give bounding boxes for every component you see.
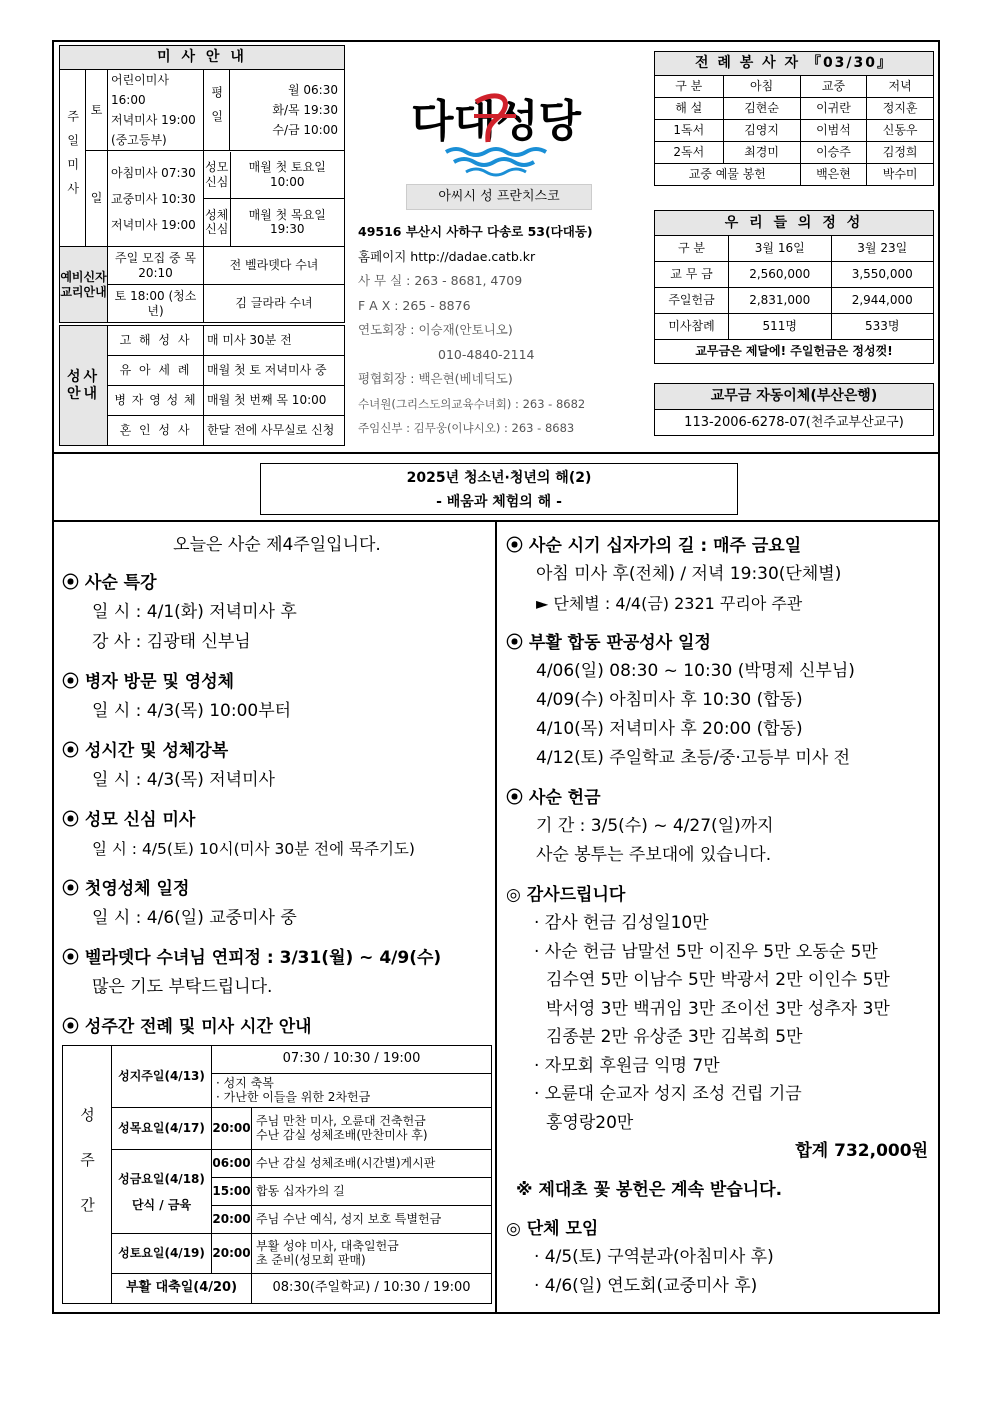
thanks-title: ◎ 감사드립니다: [506, 885, 626, 905]
parish-logo: [376, 82, 616, 178]
address: 49516 부산시 사하구 다송로 53(다대동): [358, 224, 593, 239]
autopay-table: [654, 383, 934, 436]
section-title: ⦿ 성시간 및 성체강복: [62, 741, 229, 761]
sacrament-time: 매월 첫 토 저녁미사 중: [204, 356, 345, 386]
easter-times: 08:30(주일학교) / 10:30 / 19:00: [252, 1274, 492, 1304]
thanks-line: · 자모회 후원금 익명 7만: [534, 1055, 720, 1076]
holy-thursday-label: 성목요일(4/17): [112, 1108, 212, 1150]
thanks-line: · 감사 헌금 김성일10만: [534, 913, 709, 933]
servers-cell: 1독서: [655, 120, 724, 142]
servers-cell: 김영지: [723, 120, 800, 142]
servers-cell: 신동우: [867, 120, 934, 142]
finance-cell: 2,560,000: [729, 262, 832, 288]
section-line: 일 시 : 4/6(일) 교중미사 중: [92, 908, 297, 928]
saturday-note: 초 준비(성모회 판매): [256, 1252, 366, 1267]
sacrament-time: 한달 전에 사무실로 신청: [204, 416, 345, 446]
section-line: 많은 기도 부탁드립니다.: [92, 977, 273, 997]
servers-cell: 김현순: [723, 98, 800, 120]
friday-event: 합동 십자가의 길: [252, 1178, 492, 1206]
finance-table: [654, 210, 934, 364]
friday-event: 수난 감실 성체조배(시간별)게시판: [252, 1150, 492, 1178]
thanks-line: 홍영랑20만: [546, 1112, 634, 1133]
servers-header: 저녁: [867, 76, 934, 98]
thanks-line: · 오륜대 순교자 성지 조성 건립 기금: [534, 1084, 802, 1104]
autopay-account: 113-2006-6278-07(천주교부산교구): [655, 410, 934, 436]
friday-event: 주님 수난 예식, 성지 보호 특별헌금: [252, 1206, 492, 1234]
finance-note: 교무금은 제달에! 주일헌금은 정성껏!: [655, 340, 934, 364]
sunday-label: 일: [86, 151, 108, 247]
office-phone: 사 무 실 : 263 - 8681, 4709: [358, 273, 523, 288]
weekday-time-1: 월 06:30: [288, 83, 338, 97]
mass-guide-table: [59, 45, 345, 323]
council-head: 평협회장 : 백은현(베네딕도): [358, 371, 513, 386]
federation-phone: 010-4840-2114: [438, 346, 535, 362]
marian-label: 성모 신심: [204, 152, 230, 199]
thanks-line: 김종분 2만 유상준 3만 김복희 5만: [546, 1027, 803, 1047]
sun-mass-1: 아침미사 07:30: [111, 165, 196, 180]
group-line: · 4/6(일) 연도회(교중미사 후): [534, 1275, 758, 1296]
weekday-label: 평일: [204, 70, 230, 151]
penance-line: 4/06(일) 08:30 ~ 10:30 (박명제 신부님): [536, 661, 855, 681]
stations-title: ⦿ 사순 시기 십자가의 길 : 매주 금요일: [506, 536, 802, 556]
banner-line-1: 2025년 청소년·청년의 해(2): [406, 470, 592, 486]
sat-mass-3: (중고등부): [111, 133, 167, 147]
servers-title: 전 례 봉 사 자 『03/30』: [655, 52, 934, 76]
holy-week-table: [62, 1045, 492, 1304]
left-column: [62, 532, 492, 1304]
sunday-mass-label: 주일미사: [60, 70, 86, 247]
autopay-title: 교무금 자동이체(부산은행): [655, 384, 934, 410]
saturday-time: 20:00: [212, 1234, 252, 1274]
section-line: 일 시 : 4/5(토) 10시(미사 30분 전에 묵주기도): [92, 840, 415, 858]
stations-line: 아침 미사 후(전체) / 저녁 19:30(단체별): [536, 564, 842, 584]
friday-time: 06:00: [212, 1150, 252, 1178]
finance-header: 3월 23일: [831, 236, 934, 262]
wave-icon: [446, 149, 546, 155]
group-line: · 4/5(토) 구역분과(아침미사 후): [534, 1247, 774, 1267]
finance-title: 우 리 들 의 정 성: [655, 211, 934, 236]
liturgy-servers-table: [654, 51, 934, 186]
column-divider: [495, 520, 497, 1314]
holy-week-side-label: 성주간: [63, 1046, 112, 1304]
catechumen-2-teacher: 김 글라라 수녀: [204, 285, 345, 323]
offering-1: 백은현: [800, 164, 867, 186]
good-friday-sub: 단식 / 금육: [131, 1197, 192, 1212]
section-title: ⦿ 사순 특강: [62, 573, 157, 593]
year-theme-banner: [260, 463, 738, 515]
catechumen-1-teacher: 전 벨라뎃다 수녀: [204, 247, 345, 285]
patron-saint: 아씨시 성 프란치스코: [406, 184, 592, 210]
sacraments-title: 성사 안내: [60, 326, 108, 446]
eucharist-label: 성체 신심: [204, 199, 230, 246]
penance-line: 4/12(토) 주일학교 초등/중·고등부 미사 전: [536, 748, 851, 768]
palm-note: · 성지 축복: [216, 1075, 274, 1090]
weekday-time-3: 수/금 10:00: [272, 123, 338, 137]
federation-head: 연도회장 : 이승재(안토니오): [358, 322, 513, 337]
servers-cell: 이귀란: [800, 98, 867, 120]
thursday-note: 수난 감실 성체조배(만찬미사 후): [256, 1127, 428, 1142]
offering-label: 교중 예물 봉헌: [655, 164, 801, 186]
finance-cell: 3,550,000: [831, 262, 934, 288]
lent-line: 기 간 : 3/5(수) ~ 4/27(일)까지: [536, 816, 774, 836]
section-line: 강 사 : 김광태 신부님: [92, 632, 251, 652]
palm-sunday-label: 성지주일(4/13): [112, 1046, 212, 1108]
servers-cell: 이범석: [800, 120, 867, 142]
finance-cell: 2,944,000: [831, 288, 934, 314]
catechumen-2-time: 토 18:00 (청소년): [108, 285, 204, 323]
sacrament-time: 매 미사 30분 전: [204, 326, 345, 356]
thanks-line: · 사순 헌금 남말선 5만 이진우 5만 오동순 5만: [534, 941, 878, 962]
sacrament-name: 혼 인 성 사: [108, 416, 204, 446]
convent: 수녀원(그리스도의교육수녀회) : 263 - 8682: [358, 396, 586, 411]
finance-cell: 2,831,000: [729, 288, 832, 314]
palm-note: · 가난한 이들을 위한 2차헌금: [216, 1089, 371, 1104]
groups-title: ◎ 단체 모임: [506, 1219, 599, 1239]
pastor: 주임신부 : 김무웅(이냐시오) : 263 - 8683: [358, 421, 575, 435]
banner-line-2: - 배움과 체험의 해 -: [436, 494, 562, 510]
section-title: ⦿ 병자 방문 및 영성체: [62, 672, 235, 692]
stations-line: ► 단체별 : 4/4(금) 2321 꾸리아 주관: [536, 594, 803, 613]
divider: [54, 452, 938, 454]
finance-header: 3월 16일: [729, 236, 832, 262]
marian-time: 매월 첫 토요일 10:00: [230, 152, 344, 199]
bulletin-sheet: [52, 40, 940, 1314]
finance-cell: 533명: [831, 314, 934, 340]
section-line: 일 시 : 4/3(목) 저녁미사: [92, 770, 275, 790]
servers-header: 교중: [800, 76, 867, 98]
saturday-label: 토: [86, 70, 108, 151]
section-title: ⦿ 성모 신심 미사: [62, 810, 196, 830]
finance-cell: 교 무 금: [655, 262, 729, 288]
candle-note: ※ 제대초 꽃 봉헌은 계속 받습니다.: [516, 1180, 783, 1200]
parish-info: [350, 52, 650, 452]
mass-guide-title: 미 사 안 내: [60, 46, 345, 70]
servers-header: 구 분: [655, 76, 724, 98]
finance-cell: 511명: [729, 314, 832, 340]
eucharist-time: 매월 첫 목요일 19:30: [248, 207, 326, 237]
penance-line: 4/09(수) 아침미사 후 10:30 (합동): [536, 690, 803, 710]
thursday-time: 20:00: [212, 1108, 252, 1150]
right-column: [506, 532, 936, 1300]
easter-label: 부활 대축일(4/20): [112, 1274, 252, 1304]
friday-time: 20:00: [212, 1206, 252, 1234]
fax: F A X : 265 - 8876: [358, 297, 471, 313]
servers-cell: 2독서: [655, 142, 724, 164]
servers-cell: 해 설: [655, 98, 724, 120]
sunday-intro: 오늘은 사순 제4주일입니다.: [173, 535, 381, 555]
lent-line: 사순 봉투는 주보대에 있습니다.: [536, 845, 772, 865]
finance-cell: 미사참례: [655, 314, 729, 340]
thanks-line: 박서영 3만 백귀임 3만 조이선 3만 성추자 3만: [546, 998, 890, 1019]
sat-mass-2: 저녁미사 19:00: [111, 113, 196, 127]
offering-2: 박수미: [867, 164, 934, 186]
total-amount: 합계 732,000원: [795, 1141, 928, 1161]
catechumen-label: 예비신자 교리안내: [60, 247, 108, 323]
servers-cell: 김정희: [867, 142, 934, 164]
section-title: ⦿ 벨라뎃다 수녀님 연피정 : 3/31(월) ~ 4/9(수): [62, 948, 442, 968]
friday-time: 15:00: [212, 1178, 252, 1206]
section-title: ⦿ 첫영성체 일정: [62, 879, 190, 899]
saturday-note: 부활 성야 미사, 대축일헌금: [256, 1238, 399, 1253]
sacrament-name: 고 해 성 사: [108, 326, 204, 356]
sacraments-table: [59, 325, 345, 446]
finance-cell: 주일헌금: [655, 288, 729, 314]
section-line: 일 시 : 4/3(목) 10:00부터: [92, 701, 292, 721]
holy-week-title: ⦿ 성주간 전례 및 미사 시간 안내: [62, 1017, 312, 1037]
sun-mass-2: 교중미사 10:30: [111, 191, 196, 206]
palm-times: 07:30 / 10:30 / 19:00: [212, 1046, 492, 1074]
thursday-note: 주님 만찬 미사, 오륜대 건축헌금: [256, 1113, 426, 1128]
servers-header: 아침: [723, 76, 800, 98]
servers-cell: 최경미: [723, 142, 800, 164]
good-friday-label: 성금요일(4/18): [118, 1171, 205, 1186]
thanks-line: 김수연 5만 이남수 5만 박광서 2만 이인수 5만: [546, 970, 890, 990]
sacrament-name: 병 자 영 성 체: [108, 386, 204, 416]
finance-header: 구 분: [655, 236, 729, 262]
section-line: 일 시 : 4/1(화) 저녁미사 후: [92, 602, 297, 622]
servers-cell: 이승주: [800, 142, 867, 164]
wave-icon: [466, 169, 526, 175]
homepage[interactable]: 홈페이지 http://dadae.catb.kr: [358, 248, 536, 264]
lent-offering-title: ⦿ 사순 헌금: [506, 788, 601, 808]
servers-cell: 정지훈: [867, 98, 934, 120]
holy-saturday-label: 성토요일(4/19): [112, 1234, 212, 1274]
penance-line: 4/10(목) 저녁미사 후 20:00 (합동): [536, 719, 803, 739]
sun-mass-3: 저녁미사 19:00: [111, 217, 196, 232]
parish-logo-graphic: [376, 82, 616, 178]
sat-mass-1: 어린이미사 16:00: [111, 73, 169, 107]
wave-icon: [454, 159, 534, 165]
sacrament-name: 유 아 세 례: [108, 356, 204, 386]
parish-name-text: 다대성당: [410, 96, 582, 147]
penance-title: ⦿ 부활 합동 판공성사 일정: [506, 633, 711, 653]
weekday-time-2: 화/목 19:30: [272, 103, 338, 117]
sacrament-time: 매월 첫 번째 목 10:00: [204, 386, 345, 416]
catechumen-1-time: 주일 모집 중 목 20:10: [108, 247, 204, 285]
